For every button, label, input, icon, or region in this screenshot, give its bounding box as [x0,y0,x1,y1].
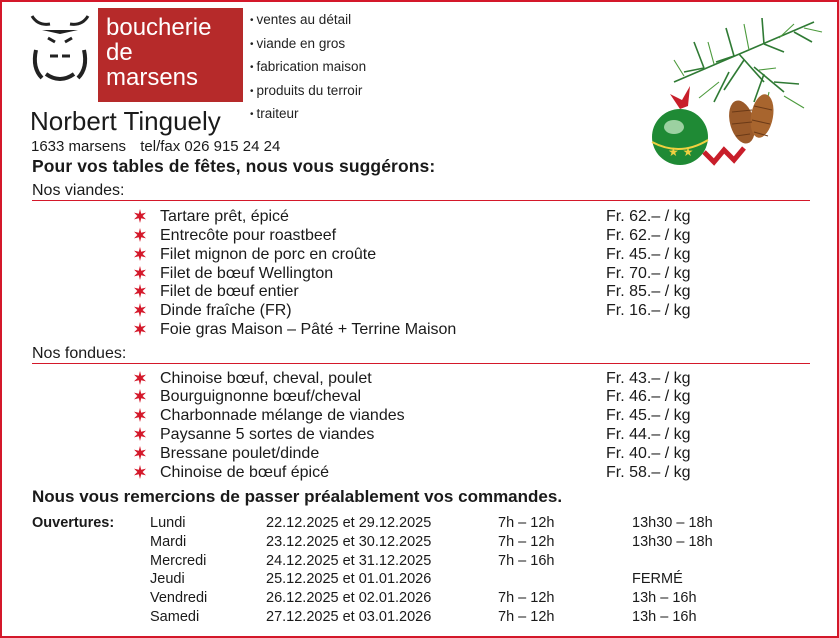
item-price: Fr. 58.– / kg [606,464,691,481]
service-item: • ventes au détail [250,9,366,33]
item-name: Charbonnade mélange de viandes [160,407,405,424]
star-bullet-icon [132,321,148,337]
svg-text:★ ★: ★ ★ [668,145,694,159]
address-line [31,138,280,155]
hours-day: Samedi [150,609,200,625]
hours-morning: 7h – 12h [498,609,555,625]
brand-line-3: marsens [106,64,199,91]
christmas-decoration-icon [644,12,834,172]
hours-day: Jeudi [150,571,185,587]
hours-dates: 25.12.2025 et 01.01.2026 [266,571,432,587]
divider [32,363,810,364]
hours-dates: 23.12.2025 et 30.12.2025 [266,534,432,550]
address: 1633 marsens [31,138,127,155]
item-price: Fr. 62.– / kg [606,227,691,244]
item-price: Fr. 16.– / kg [606,302,691,319]
hours-afternoon: 13h – 16h [632,590,697,606]
item-name: Bressane poulet/dinde [160,445,320,462]
item-name: Filet de bœuf entier [160,283,299,300]
item-price: Fr. 40.– / kg [606,445,691,462]
item-name: Entrecôte pour roastbeef [160,227,337,244]
hours-morning: 7h – 16h [498,553,555,569]
item-price: Fr. 70.– / kg [606,265,691,282]
hours-dates: 22.12.2025 et 29.12.2025 [266,515,432,531]
owner-name: Norbert Tinguely [30,106,221,136]
star-bullet-icon [132,370,148,386]
star-bullet-icon [132,208,148,224]
item-price: Fr. 62.– / kg [606,208,691,225]
fondues-title: Nos fondues: [32,345,127,362]
item-name: Chinoise de bœuf épicé [160,464,329,481]
service-item: • fabrication maison [250,56,366,80]
thanks-note: Nous vous remercions de passer préalablement vos commandes. [32,487,563,506]
hours-day: Mercredi [150,553,207,569]
hours-day: Lundi [150,515,186,531]
brand-box [98,8,243,102]
item-name: Foie gras Maison – Pâté + Terrine Maison [160,321,457,338]
hours-morning: 7h – 12h [498,590,555,606]
hours-day: Mardi [150,534,187,550]
item-price: Fr. 45.– / kg [606,246,691,263]
item-name: Chinoise bœuf, cheval, poulet [160,370,372,387]
star-bullet-icon [132,283,148,299]
hours-morning: 7h – 12h [498,534,555,550]
service-item: • produits du terroir [250,80,366,104]
star-bullet-icon [132,426,148,442]
star-bullet-icon [132,464,148,480]
item-price: Fr. 45.– / kg [606,407,691,424]
hours-afternoon: 13h – 16h [632,609,697,625]
item-price: Fr. 44.– / kg [606,426,691,443]
service-item: • viande en gros [250,33,366,57]
star-bullet-icon [132,445,148,461]
star-bullet-icon [132,302,148,318]
brand-line-1: boucherie [106,14,212,41]
item-name: Filet de bœuf Wellington [160,265,334,282]
star-bullet-icon [132,265,148,281]
hours-label: Ouvertures: [32,515,115,531]
item-name: Paysanne 5 sortes de viandes [160,426,375,443]
star-bullet-icon [132,388,148,404]
divider [32,200,810,201]
hours-afternoon: 13h30 – 18h [632,534,713,550]
item-name: Tartare prêt, épicé [160,208,289,225]
meats-title: Nos viandes: [32,182,125,199]
item-name: Filet mignon de porc en croûte [160,246,377,263]
star-bullet-icon [132,227,148,243]
item-price: Fr. 43.– / kg [606,370,691,387]
bull-face-logo-icon [28,12,92,92]
services-list [250,9,366,127]
hours-afternoon: 13h30 – 18h [632,515,713,531]
hours-morning: 7h – 12h [498,515,555,531]
hours-afternoon: FERMÉ [632,571,683,587]
hours-dates: 27.12.2025 et 03.01.2026 [266,609,432,625]
hours-dates: 24.12.2025 et 31.12.2025 [266,553,432,569]
brand-line-2: de [106,39,133,66]
item-name: Bourguignonne bœuf/cheval [160,388,362,405]
hours-day: Vendredi [150,590,208,606]
hours-dates: 26.12.2025 et 02.01.2026 [266,590,432,606]
phone: tel/fax 026 915 24 24 [140,138,281,155]
item-price: Fr. 85.– / kg [606,283,691,300]
headline: Pour vos tables de fêtes, nous vous suggérons: [32,156,436,176]
item-price: Fr. 46.– / kg [606,388,691,405]
item-name: Dinde fraîche (FR) [160,302,292,319]
service-item: • traiteur [250,103,366,127]
star-bullet-icon [132,246,148,262]
star-bullet-icon [132,407,148,423]
